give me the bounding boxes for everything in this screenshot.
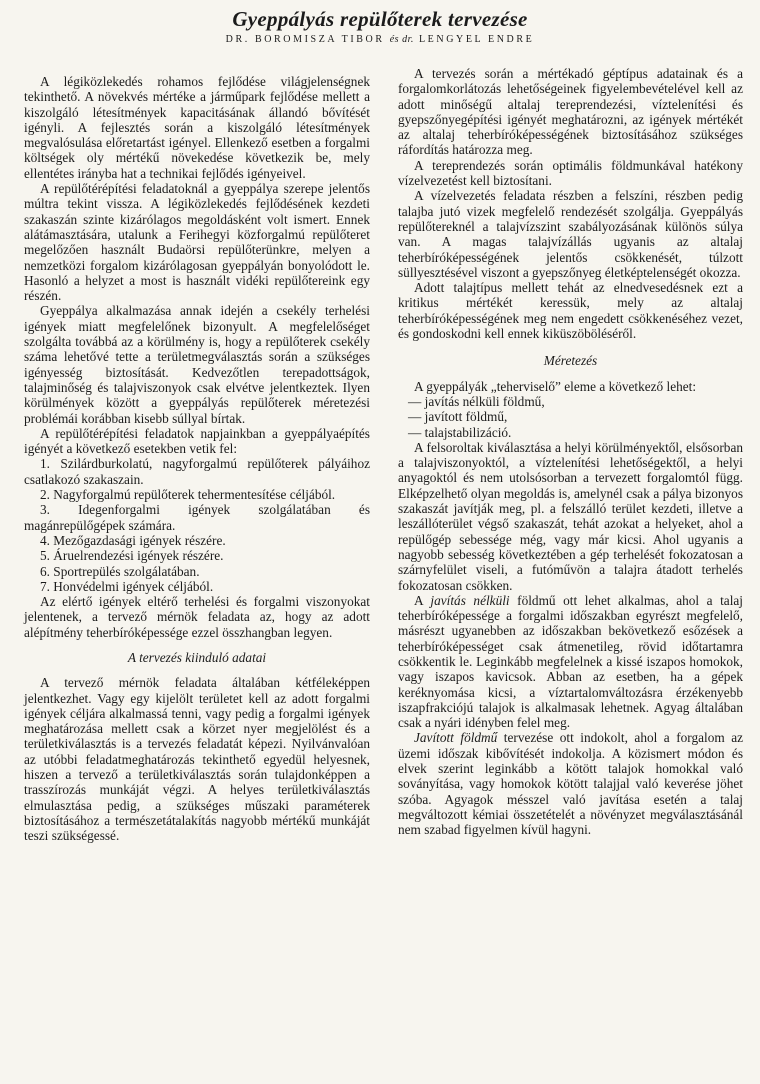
paragraph: A tereprendezés során optimális földmunkával hatékony vízelvezetést kell biztosítani.: [398, 157, 743, 189]
article-authors: [0, 33, 760, 46]
left-column: [24, 74, 370, 844]
emphasis: javítás nélküli: [430, 592, 510, 608]
text-run: tervezése ott indokolt, ahol a forgalom az üzemi időszak kibővítését indokolja. A közismert módon és elvek szerint leginkább a kötött talajok homokkal való soványítása, vagy homokok kötött talajjal való keverése jöhet szóba. Agyagok mésszel való javítása esetén a talaj megváltozott kémiai összetételét a növényzet megválasztásánál nem szabad figyelmen kívül hagyni.: [398, 730, 743, 838]
author-2: LENGYEL ENDRE: [418, 34, 535, 45]
list-item: — javítás nélküli földmű,: [408, 393, 545, 409]
emphasis: Javított földmű: [414, 730, 498, 746]
paragraph: A tervező mérnök feladata általában kétféleképpen jelentkezhet. Vagy egy kijelölt területet kell az adott forgalmi igények céljára alkalmassá tenni, vagy pedig a forgalmi igények meghatározása mellett csak a körzet nyer megjelölést és a területkiválasztás is a tervezés feladatát képezi. Nyilvánvalóan az utóbbi feladatmeghatározás tekinthető egyedül helyesnek, hiszen a tervező a területkiválasztás során tulajdonképpen a trasszírozás munkáját végzi. A helyes területkiválasztás elmulasztása pedig, a szükséges műszaki paraméterek biztosításához a természetátalakítás nagyobb mértékű munkáját teszi szükségessé.: [24, 675, 370, 844]
list-item: — talajstabilizáció.: [408, 424, 512, 440]
author-conjunction: és dr.: [389, 34, 414, 45]
list-item: 5. Áruelrendezési igények részére.: [40, 548, 224, 564]
paragraph: A repülőtérépítési feladatok napjainkban a gyeppályaépítés igényét a következő esetekben vetik fel:: [24, 425, 370, 457]
list-item: 3. Idegenforgalmi igények szolgálatában és magánrepülőgépek számára.: [24, 502, 370, 533]
list-item: 6. Sportrepülés szolgálatában.: [40, 563, 200, 579]
paragraph: [398, 593, 743, 731]
list-item: 2. Nagyforgalmú repülőterek tehermentesítése céljából.: [40, 487, 336, 503]
list-item: 4. Mezőgazdasági igények részére.: [40, 532, 226, 548]
section-heading: A tervezés kiinduló adatai: [127, 649, 267, 665]
article-title: Gyeppályás repülőterek tervezése: [232, 7, 528, 31]
section-heading: Méretezés: [543, 353, 598, 369]
list-item: 7. Honvédelmi igények céljából.: [40, 578, 214, 594]
paragraph: A gyeppályák „teherviselő” eleme a következő lehet:: [414, 378, 697, 394]
list-item: — javított földmű,: [408, 409, 508, 425]
list-item: 1. Szilárdburkolatú, nagyforgalmú repülőterek pályáihoz csatlakozó szakaszain.: [24, 456, 370, 487]
paragraph: A felsoroltak kiválasztása a helyi körülményektől, elsősorban a talajviszonyoktól, a víztelenítési lehetőségektől, a helyi anyagoktól és nem utolsósorban a tervezett forgalomtól függ. Elképzelhető olyan megoldás is, amelynél csak a pálya bizonyos szakaszát javítják meg, pl. a felszálló terület kezdeti, illetve a leszállóterület végső szakaszát, tehát azokat a helyeket, ahol a repülőgép sebessége még, vagy már kicsi. Ahol ugyanis a nagyobb sebesség következtében a gép terhelését fokozatosan a szárnyfelület viseli, a futóművön a talajra átadott terhelés fokozatosan csökken.: [398, 439, 743, 593]
paragraph: [398, 730, 743, 837]
paragraph: A vízelvezetés feladata részben a felszíni, részben pedig talajba jutó vizek megfelelő rendezését szolgálja. Gyeppályás repülőtereknél a talajvízszint szabályozásának különös súlya van. A magas talajvízállás ugyanis az altalaj teherbíróképességének jelentős csökkenését, túlzott süllyesztésével viszont a gyepszőnyeg életképtelenségét okozza.: [398, 188, 743, 280]
paragraph: A tervezés során a mértékadó géptípus adatainak és a forgalomkorlátozás lehetőségeinek figyelembevételével kell az adott minőségű altalaj tereprendezési, víztelenítési és gyepszőnyegépítési igényét meghatározni, az igények mértékét az altalaj teherbíróképességének biztosításához szükséges ráfordítás határozza meg.: [398, 66, 743, 158]
text-run: földmű ott lehet alkalmas, ahol a talaj teherbíróképessége a forgalmi időszakban egyrészt megfelelő, másrészt ugyanebben az időszakban bekövetkező esőzések a teherbíróképességet csak átmenetileg, rövid időtartamra csökkentik le. Leginkább megfelelnek a kissé iszapos homokok, vagy iszapos kavicsok. Abban az esetben, ha a gépek keréknyomása kicsi, a víztartalomváltozásra érzékenyebb iszapfrakciójú talajok is alkalmasak lehetnek. Agyag általában csak a nyári idényben felel meg.: [398, 592, 743, 731]
paragraph: Gyeppálya alkalmazása annak idején a csekély terhelési igények miatt megfelelőnek bizonyult. A megfelelőséget szolgálta továbbá az a körülmény is, hogy a repülőterek csekély száma lehetővé tette a területmegválasztás során a szükséges igényesség biztosítását. Kedvezőtlen terepadottságok, talajminőség és talajviszonyok csak elvétve jelentkeztek. Ilyen körülmények között a gyeppályás repülőterek méretezési problémái korábban kisebb súllyal bírtak.: [24, 303, 370, 426]
text-run: A: [414, 592, 431, 608]
article-body: [0, 66, 760, 1082]
paragraph: Az elértő igények eltérő terhelési és forgalmi viszonyokat jelentenek, a tervező mérnök feladata az, hogy az adott alépítmény teherbíróképessége ezzel összhangban legyen.: [24, 594, 370, 640]
paragraph: A repülőtérépítési feladatoknál a gyeppálya szerepe jelentős múltra tekint vissza. A légiközlekedés fejlődésének kezdeti szakaszán szinte kizárólagos megoldásként volt ismert. Ennek alátámasztására, utalunk a Ferihegyi közforgalmú repülőteret megelőzően használt Budaörsi repülőterünkre, melyen a nemzetközi forgalom kizárólagosan gyeppályán bonyolódott le. Hasonló a helyzet a most is használt vidéki repülőtereink egy részén.: [24, 181, 370, 304]
paragraph: A légiközlekedés rohamos fejlődése világjelenségnek tekinthető. A növekvés mértéke a járműpark fejlődése mellett a kiszolgáló létesítmények kapacitásának állandó bővítését igényli. A fejlesztés során a kiszolgáló létesítmények megvalósulása előretartást igényel. Ellenkező esetben a forgalmi költségek oly mértékű növekedése következik be, mely ellentétes irányba hat a technikai fejlődés igényeivel.: [24, 74, 370, 181]
paragraph: Adott talajtípus mellett tehát az elnedvesedésnek ezt a kritikus mértékét keressük, mely az altalaj teherbíróképességének meg nem engedett csökkenéséhez vezet, és gondoskodni kell ennek kiküszöböléséről.: [398, 280, 743, 342]
author-1: DR. BOROMISZA TIBOR: [225, 34, 385, 45]
right-column: [398, 66, 743, 838]
